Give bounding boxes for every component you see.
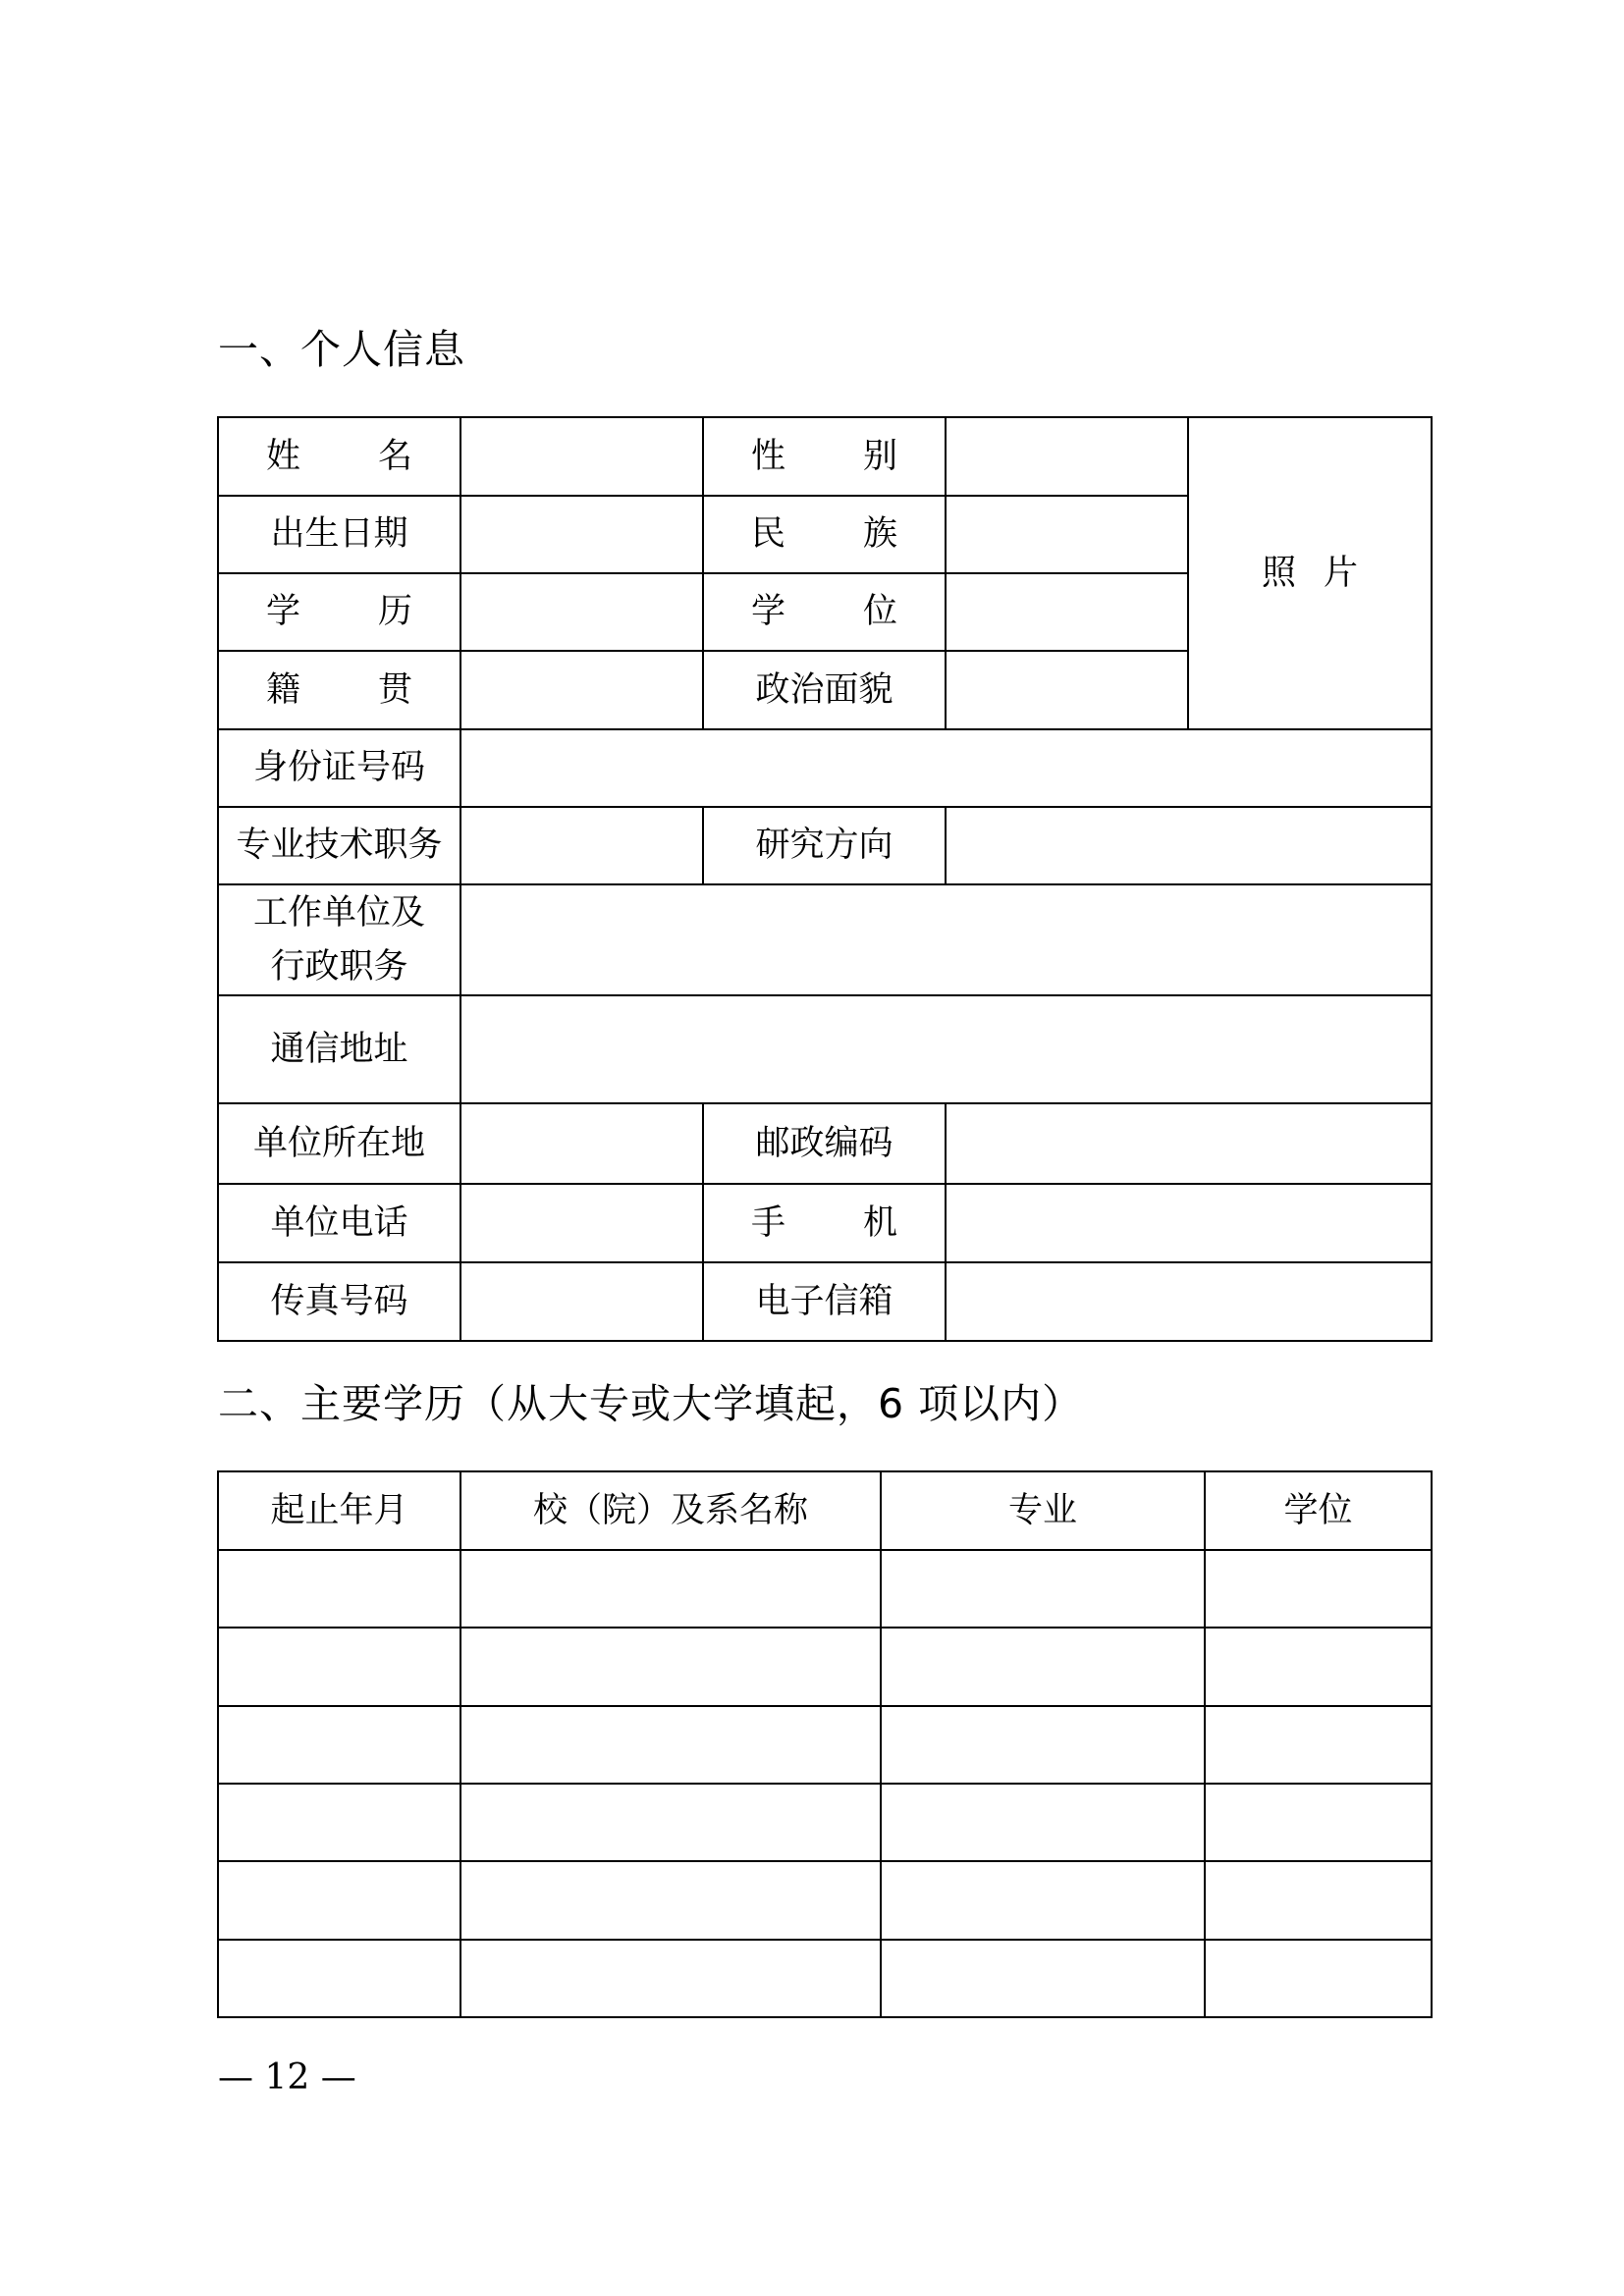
table-row xyxy=(218,1628,1432,1706)
section-title-personal-info: 一、个人信息 xyxy=(218,326,465,373)
cell-degree[interactable] xyxy=(1205,1940,1432,2017)
field-address[interactable] xyxy=(460,995,1432,1103)
cell-school[interactable] xyxy=(460,1861,881,1940)
field-id-number[interactable] xyxy=(460,729,1432,807)
label-ethnicity: 民 族 xyxy=(703,496,946,573)
table-row xyxy=(218,1262,1432,1341)
cell-degree[interactable] xyxy=(1205,1784,1432,1861)
field-native-place[interactable] xyxy=(460,651,703,729)
cell-major[interactable] xyxy=(881,1861,1205,1940)
label-employer-line1: 工作单位及 xyxy=(252,892,425,933)
cell-degree[interactable] xyxy=(1205,1861,1432,1940)
label-postcode: 邮政编码 xyxy=(703,1103,946,1184)
personal-info-table xyxy=(217,416,1433,1342)
table-row xyxy=(218,417,1432,496)
table-header-row xyxy=(218,1471,1432,1550)
label-office-phone: 单位电话 xyxy=(218,1184,460,1262)
column-header-school: 校（院）及系名称 xyxy=(460,1471,881,1550)
cell-school[interactable] xyxy=(460,1628,881,1706)
label-gender: 性 别 xyxy=(703,417,946,496)
column-header-major: 专业 xyxy=(881,1471,1205,1550)
field-fax[interactable] xyxy=(460,1262,703,1341)
label-professional-title: 专业技术职务 xyxy=(218,807,460,884)
cell-school[interactable] xyxy=(460,1784,881,1861)
field-research-direction[interactable] xyxy=(946,807,1432,884)
field-gender[interactable] xyxy=(946,417,1188,496)
cell-major[interactable] xyxy=(881,1706,1205,1784)
cell-degree[interactable] xyxy=(1205,1628,1432,1706)
field-ethnicity[interactable] xyxy=(946,496,1188,573)
table-row xyxy=(218,1784,1432,1861)
education-history-table xyxy=(217,1470,1433,2018)
cell-major[interactable] xyxy=(881,1940,1205,2017)
label-employer-location: 单位所在地 xyxy=(218,1103,460,1184)
field-postcode[interactable] xyxy=(946,1103,1432,1184)
label-mobile: 手 机 xyxy=(703,1184,946,1262)
field-professional-title[interactable] xyxy=(460,807,703,884)
label-political-status: 政治面貌 xyxy=(703,651,946,729)
cell-period[interactable] xyxy=(218,1861,460,1940)
field-employer-location[interactable] xyxy=(460,1103,703,1184)
table-row xyxy=(218,1940,1432,2017)
label-name: 姓 名 xyxy=(218,417,460,496)
table-row xyxy=(218,1184,1432,1262)
table-row xyxy=(218,807,1432,884)
label-birth-date: 出生日期 xyxy=(218,496,460,573)
cell-school[interactable] xyxy=(460,1706,881,1784)
field-education[interactable] xyxy=(460,573,703,651)
section-title-education-history: 二、主要学历（从大专或大学填起，6 项以内） xyxy=(218,1380,1084,1427)
label-research-direction: 研究方向 xyxy=(703,807,946,884)
field-degree[interactable] xyxy=(946,573,1188,651)
cell-period[interactable] xyxy=(218,1706,460,1784)
cell-degree[interactable] xyxy=(1205,1706,1432,1784)
label-id-number: 身份证号码 xyxy=(218,729,460,807)
cell-period[interactable] xyxy=(218,1784,460,1861)
label-degree: 学 位 xyxy=(703,573,946,651)
label-employer-line2: 行政职务 xyxy=(270,946,408,987)
field-employer[interactable] xyxy=(460,884,1432,995)
label-employer xyxy=(218,884,460,995)
cell-period[interactable] xyxy=(218,1550,460,1628)
cell-school[interactable] xyxy=(460,1550,881,1628)
cell-major[interactable] xyxy=(881,1784,1205,1861)
table-row xyxy=(218,884,1432,995)
table-row xyxy=(218,729,1432,807)
label-email: 电子信箱 xyxy=(703,1262,946,1341)
field-political-status[interactable] xyxy=(946,651,1188,729)
table-row xyxy=(218,995,1432,1103)
cell-major[interactable] xyxy=(881,1550,1205,1628)
column-header-period: 起止年月 xyxy=(218,1471,460,1550)
field-name[interactable] xyxy=(460,417,703,496)
label-native-place: 籍 贯 xyxy=(218,651,460,729)
photo-box[interactable] xyxy=(1188,417,1432,729)
column-header-degree: 学位 xyxy=(1205,1471,1432,1550)
label-education: 学 历 xyxy=(218,573,460,651)
cell-period[interactable] xyxy=(218,1628,460,1706)
cell-degree[interactable] xyxy=(1205,1550,1432,1628)
table-row xyxy=(218,1550,1432,1628)
label-fax: 传真号码 xyxy=(218,1262,460,1341)
field-mobile[interactable] xyxy=(946,1184,1432,1262)
page-number: — 12 — xyxy=(218,2057,356,2098)
cell-major[interactable] xyxy=(881,1628,1205,1706)
field-email[interactable] xyxy=(946,1262,1432,1341)
table-row xyxy=(218,1103,1432,1184)
field-birth-date[interactable] xyxy=(460,496,703,573)
cell-school[interactable] xyxy=(460,1940,881,2017)
table-row xyxy=(218,1706,1432,1784)
field-office-phone[interactable] xyxy=(460,1184,703,1262)
table-row xyxy=(218,1861,1432,1940)
cell-period[interactable] xyxy=(218,1940,460,2017)
photo-label: 照片 xyxy=(1261,553,1385,593)
label-address: 通信地址 xyxy=(218,995,460,1103)
